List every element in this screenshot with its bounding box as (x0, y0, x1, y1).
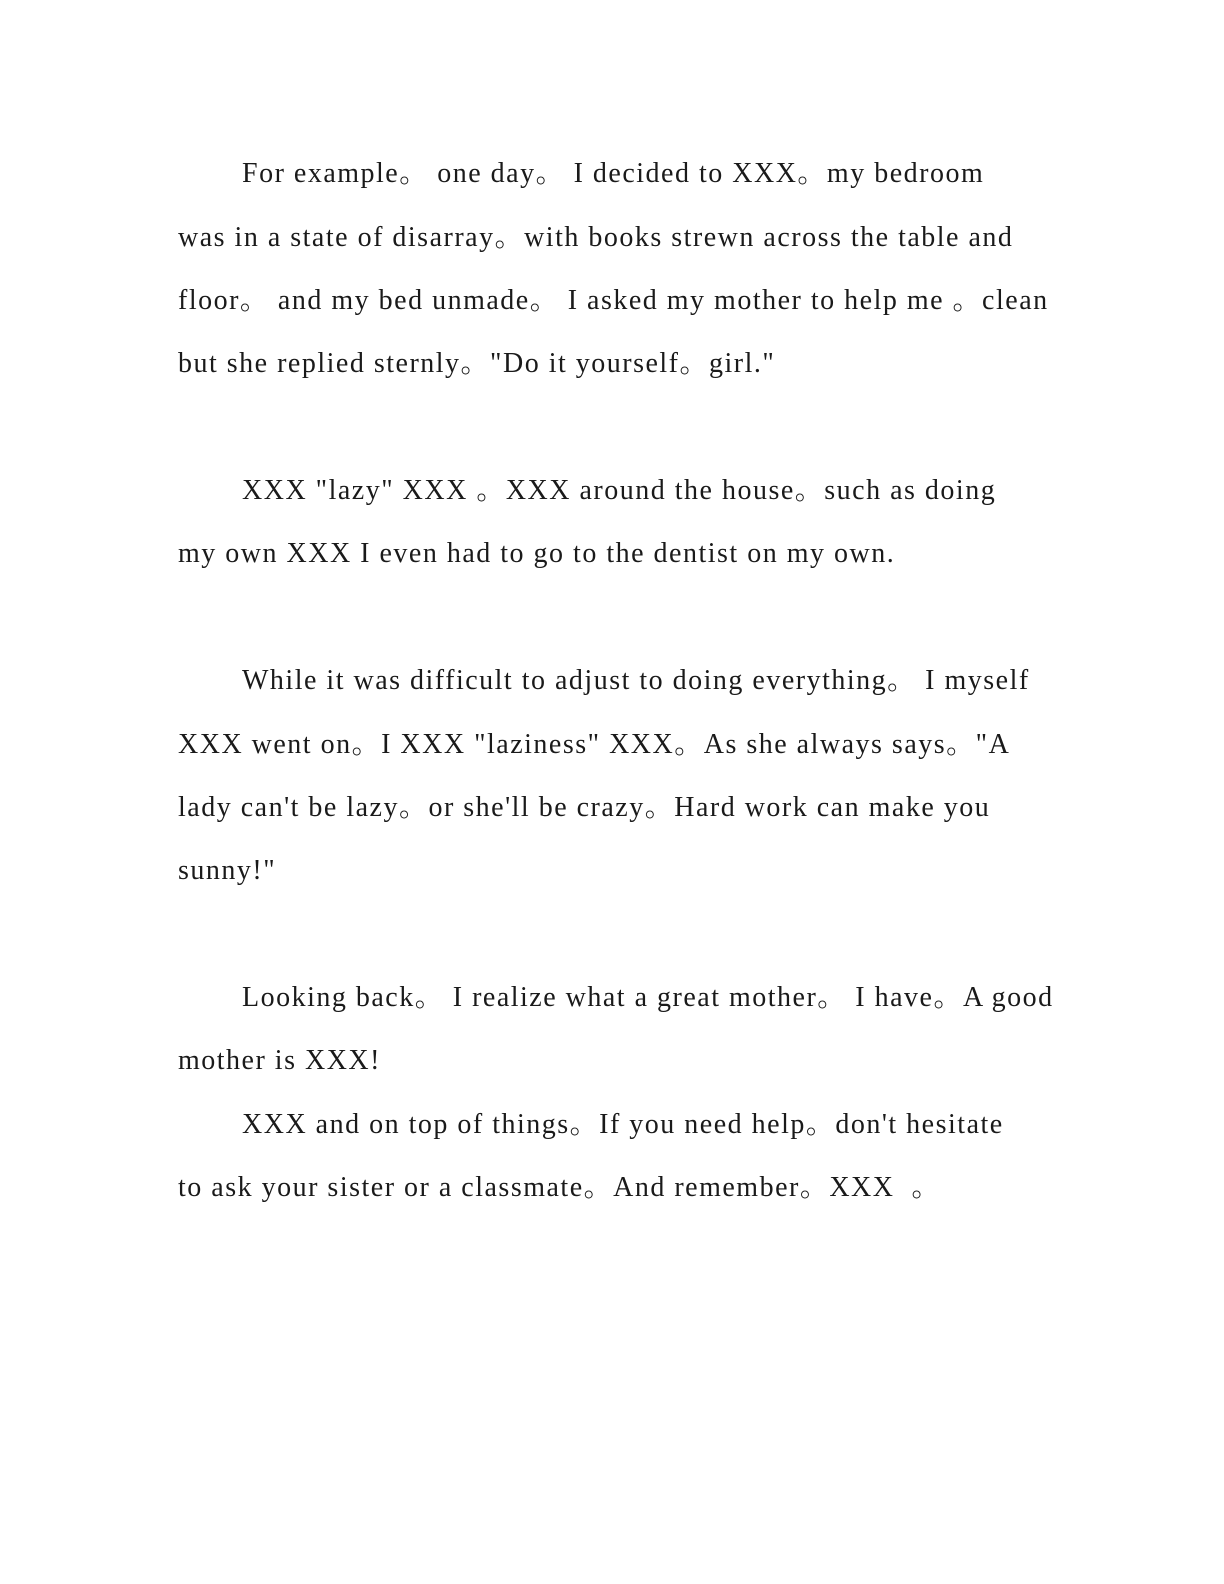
paragraph-3-line-4: sunny!" (178, 855, 277, 886)
paragraph-1-line-3: floor。 and my bed unmade。 I asked my mother to help me 。clean (178, 285, 1049, 316)
paragraph-3-line-2: XXX went on。I XXX "laziness" XXX。As she always says。"A (178, 729, 1011, 760)
paragraph-1-line-1: For example。 one day。 I decided to XXX。my bedroom (242, 158, 985, 189)
paragraph-1-line-2: was in a state of disarray。with books strewn across the table and (178, 222, 1014, 253)
paragraph-5-line-1: XXX and on top of things。If you need help。don't hesitate (242, 1109, 1004, 1140)
paragraph-2-line-1: XXX "lazy" XXX 。XXX around the house。such as doing (242, 475, 997, 506)
paragraph-3-line-3: lady can't be lazy。or she'll be crazy。Hard work can make you (178, 792, 991, 823)
paragraph-4-line-1: Looking back。 I realize what a great mother。 I have。A good (242, 982, 1054, 1013)
paragraph-2-line-2: my own XXX I even had to go to the dentist on my own. (178, 538, 896, 569)
paragraph-5-line-2: to ask your sister or a classmate。And remember。XXX 。 (178, 1172, 941, 1203)
paragraph-1-line-4: but she replied sternly。"Do it yourself。girl." (178, 348, 776, 379)
paragraph-3-line-1: While it was difficult to adjust to doing everything。 I myself (242, 665, 1030, 696)
paragraph-4-line-2: mother is XXX! (178, 1045, 381, 1076)
